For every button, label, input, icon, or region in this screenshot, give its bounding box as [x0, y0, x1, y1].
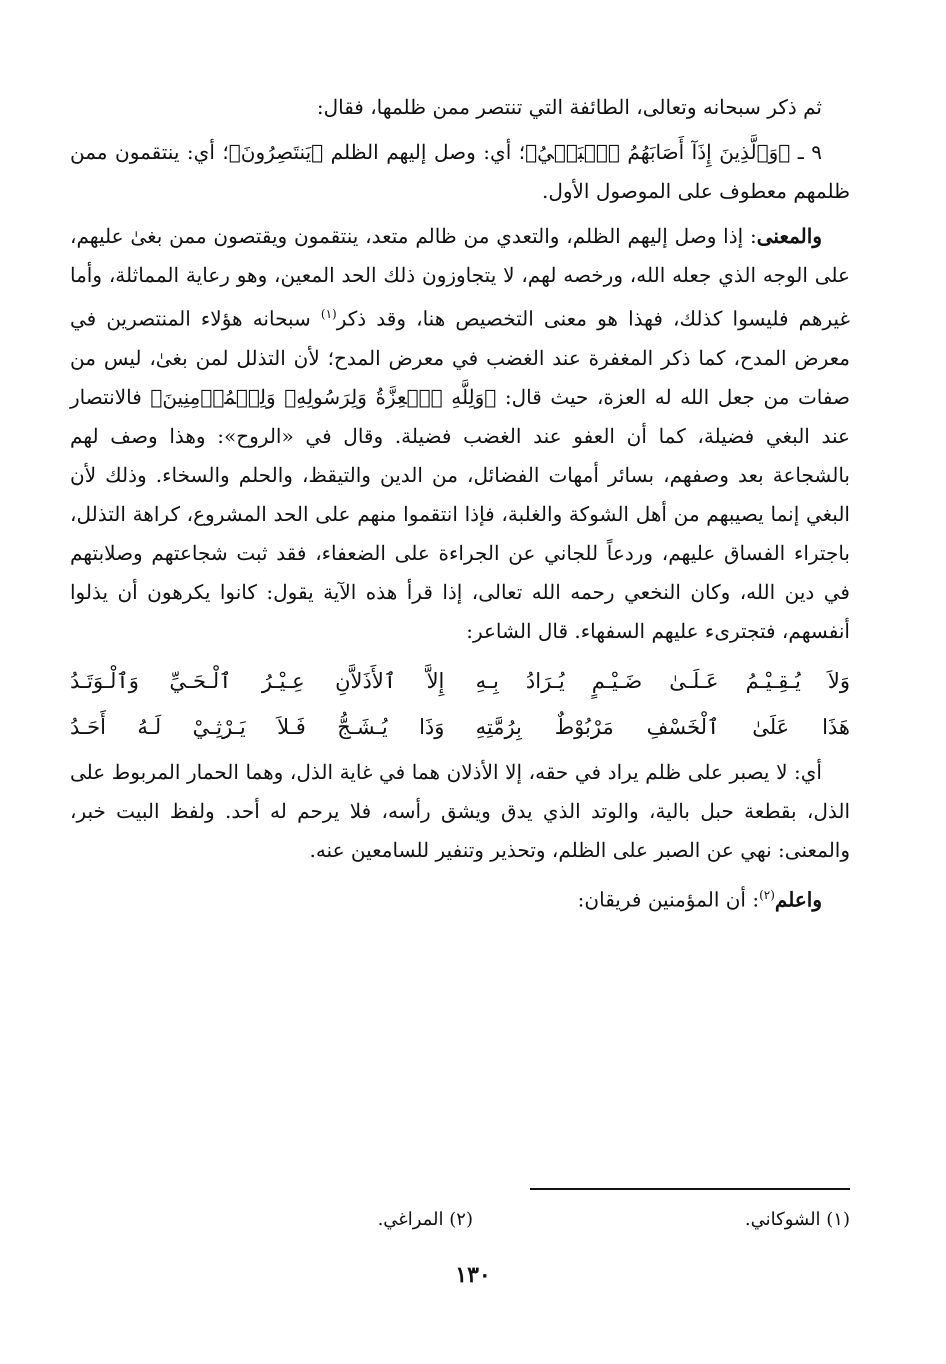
intro-line: ثم ذكر سبحانه وتعالى، الطائفة التي تنتصر ممن ظلمها، فقال:	[316, 95, 822, 119]
meaning-paragraph	[70, 217, 850, 651]
footnotes	[96, 1206, 850, 1234]
verse-9-paragraph: ٩ ـ ﴿وَٱلَّذِينَ إِذَآ أَصَابَهُمُ ٱلۡبَغۡيُ﴾؛ أي: وصل إليهم الظلم ﴿يَنتَصِرُونَ﴾؛ أي: ينتقمون ممن ظلمهم معطوف على الموصول الأول.	[70, 140, 850, 203]
meaning-text: : إذا وصل إليهم الظلم، والتعدي من ظالم متعد، ينتقمون ويقتصون ممن بغىٰ عليهم، على الوجه الذي جعله الله، ورخصه لهم، لا يتجاوزون ذلك الحد المعين، وهو رعاية المماثلة، وأما غيرهم فليسوا كذلك، فهذا هو معنى التخصيص هنا، وقد ذكر	[70, 224, 850, 331]
meaning-label: والمعنى	[756, 224, 822, 248]
page-number: ١٣٠	[455, 1262, 491, 1288]
know-label: واعلم	[774, 887, 822, 912]
poem-verse-2-first-hemistich: هَذَا عَلَىٰ ٱلْخَسْفِ مَرْبُوْطٌ بِرُمَّتِهِ	[475, 714, 850, 739]
page-body	[70, 88, 850, 919]
explanation-paragraph: أي: لا يصبر على ظلم يراد في حقه، إلا الأذلان هما في غاية الذل، وهما الحمار المربوط على الذل، بقطعة حبل بالية، والوتد الذي يدق ويشق رأسه، فلا يرحم له أحد. ولفظ البيت خبر، والمعنى: نهي عن الصبر على الظلم، وتحذير وتنفير للسامعين عنه.	[70, 759, 850, 862]
footnote-1: (١) الشوكاني.	[744, 1209, 850, 1230]
footnote-mark-2: (٢)	[759, 887, 775, 902]
footnote-separator	[530, 1188, 850, 1190]
footnote-mark-1: (١)	[320, 307, 337, 321]
poem-verse-1-second-hemistich: إِلاَّ ٱلأَذَلاَّنِ عِـيْـرُ ٱلْـحَـيِّ وَٱلْـوَتَـدُ	[70, 668, 445, 693]
poem	[70, 661, 850, 747]
know-text: : أن المؤمنين فريقان:	[577, 887, 760, 912]
know-paragraph	[70, 876, 850, 920]
meaning-text-continued: سبحانه هؤلاء المنتصرين في معرض المدح، كما ذكر المغفرة عند الغضب في معرض المدح؛ لأن التذلل لمن بغىٰ، ليس من صفات من جعل الله له العزة، حيث قال: ﴿وَلِلَّهِ ٱلۡعِزَّةُ وَلِرَسُولِهِۦ وَلِلۡمُؤۡمِنِينَ﴾ فالانتصار عند البغي فضيلة، كما أن العفو عند الغضب فضيلة. وقال في «الروح»: وهذا وصف لهم بالشجاعة بعد وصفهم، بسائر أمهات الفضائل، من الدين والتيقظ، والحلم والسخاء. وذلك لأن البغي إنما يصيبهم من أهل الشوكة والغلبة، فإذا انتقموا منهم على الحد المشروع، كراهة التذلل، باجتراء الفساق عليهم، وردعاً للجاني عن الجراءة على الضعفاء، فقد ثبت شجاعتهم وصلابتهم في دين الله، وكان النخعي رحمه الله تعالى، إذا قرأ هذه الآية يقول: كانوا يكرهون أن يذلوا أنفسهم، فتجترىء عليهم السفهاء. قال الشاعر:	[70, 306, 850, 643]
poem-verse-1	[70, 661, 850, 701]
poem-verse-1-first-hemistich: وَلاَ يُـقِـيْـمُ عَـلَـىٰ ضَـيْـمٍ يُـرَادُ بِـهِ	[475, 668, 850, 693]
poem-verse-2	[70, 707, 850, 747]
poem-verse-2-second-hemistich: وَذَا يُـشَـجُّ فَـلاَ يَـرْثِـيْ لَـهُ أَحَـدُ	[70, 714, 445, 739]
footnote-2: (٢) المراغي.	[377, 1209, 473, 1230]
